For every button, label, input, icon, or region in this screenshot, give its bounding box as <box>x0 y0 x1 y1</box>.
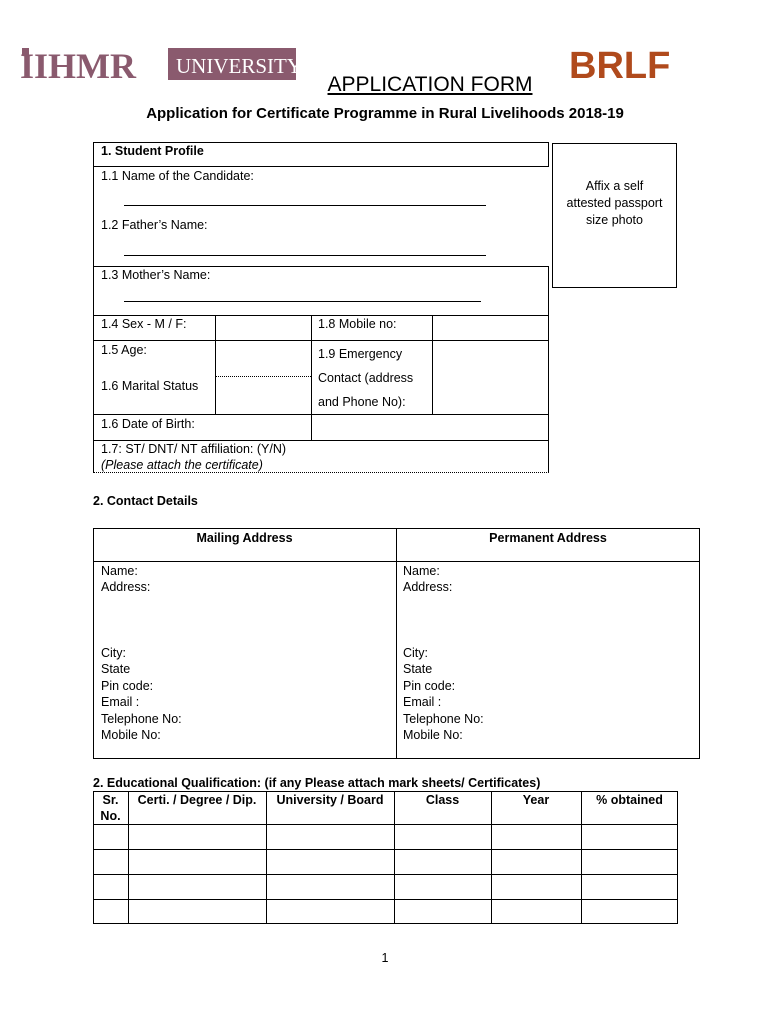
table-row[interactable] <box>94 900 677 924</box>
candidate-name-label: 1.1 Name of the Candidate: <box>101 169 254 183</box>
permanent-mobile-label: Mobile No: <box>403 728 463 743</box>
emergency-contact-label: 1.9 Emergency Contact (address and Phone No): <box>318 347 414 409</box>
photo-box[interactable] <box>552 143 677 288</box>
section-contact-details-title: 2. Contact Details <box>93 494 198 508</box>
marital-status-label: 1.6 Marital Status <box>101 379 199 393</box>
emergency-contact-input[interactable] <box>433 341 547 413</box>
permanent-address-label: Address: <box>403 580 453 594</box>
mother-name-line[interactable] <box>124 301 481 302</box>
photo-instruction-line: size photo <box>586 213 643 227</box>
col-header-sr: Sr. No. <box>100 793 121 823</box>
mailing-address-label: Address: <box>101 580 151 594</box>
brlf-logo <box>569 44 709 84</box>
father-name-line[interactable] <box>124 255 486 256</box>
mailing-telephone-label: Telephone No: <box>101 711 182 726</box>
photo-instruction-line: Affix a self <box>585 179 644 193</box>
col-header-class: Class <box>425 793 460 807</box>
sex-label: 1.4 Sex - M / F: <box>101 317 187 331</box>
permanent-name-label: Name: <box>403 564 440 578</box>
dob-input[interactable] <box>312 415 547 439</box>
permanent-address-fields-bottom[interactable] <box>403 645 484 743</box>
page-title: APPLICATION FORM <box>327 73 533 96</box>
permanent-state-label: State <box>403 662 433 677</box>
col-header-percent: % obtained <box>596 793 663 807</box>
permanent-city-label: City: <box>403 646 428 660</box>
brlf-logo-text: BRLF <box>569 45 671 84</box>
table-row[interactable] <box>94 875 677 899</box>
permanent-email-label: Email : <box>403 695 442 710</box>
page-subtitle: Application for Certificate Programme in Rural Livelihoods 2018-19 <box>146 105 624 122</box>
mailing-city-label: City: <box>101 646 126 660</box>
candidate-name-line[interactable] <box>124 205 486 206</box>
permanent-address-fields[interactable] <box>403 563 452 595</box>
age-input[interactable] <box>216 341 310 375</box>
iihmr-logo-subtext: UNIVERSITY <box>176 54 296 78</box>
col-header-degree: Certi. / Degree / Dip. <box>137 793 257 807</box>
mailing-name-label: Name: <box>101 564 138 578</box>
age-label: 1.5 Age: <box>101 343 147 357</box>
mobile-label: 1.8 Mobile no: <box>318 317 397 331</box>
mobile-input[interactable] <box>433 316 547 339</box>
mailing-address-header: Mailing Address <box>196 531 293 545</box>
section-education-title: 2. Educational Qualification: (if any Please attach mark sheets/ Certificates) <box>93 776 541 790</box>
affiliation-label: 1.7: ST/ DNT/ NT affiliation: (Y/N) <box>101 442 287 456</box>
mother-name-label: 1.3 Mother’s Name: <box>101 268 211 282</box>
mailing-state-label: State <box>101 662 131 677</box>
col-header-university: University / Board <box>276 793 384 807</box>
mailing-pincode-label: Pin code: <box>101 678 154 693</box>
iihmr-logo-text: IIHMR <box>20 46 136 82</box>
father-name-label: 1.2 Father’s Name: <box>101 218 208 232</box>
mailing-mobile-label: Mobile No: <box>101 728 161 743</box>
table-row[interactable] <box>94 850 677 874</box>
permanent-telephone-label: Telephone No: <box>403 711 484 726</box>
sex-input[interactable] <box>216 316 310 339</box>
permanent-address-header: Permanent Address <box>489 531 607 545</box>
page-number: 1 <box>381 951 389 965</box>
dob-label: 1.6 Date of Birth: <box>101 417 195 431</box>
marital-status-input[interactable] <box>216 377 310 413</box>
permanent-pincode-label: Pin code: <box>403 678 456 693</box>
mailing-email-label: Email : <box>101 695 140 710</box>
mailing-address-fields-bottom[interactable] <box>101 645 182 743</box>
section-student-profile-title: 1. Student Profile <box>101 144 204 158</box>
table-row[interactable] <box>94 825 677 849</box>
mailing-address-fields[interactable] <box>101 563 150 595</box>
col-header-year: Year <box>522 793 550 807</box>
photo-instruction-line: attested passport <box>566 196 663 210</box>
iihmr-logo <box>18 44 296 82</box>
affiliation-note: (Please attach the certificate) <box>101 458 263 472</box>
